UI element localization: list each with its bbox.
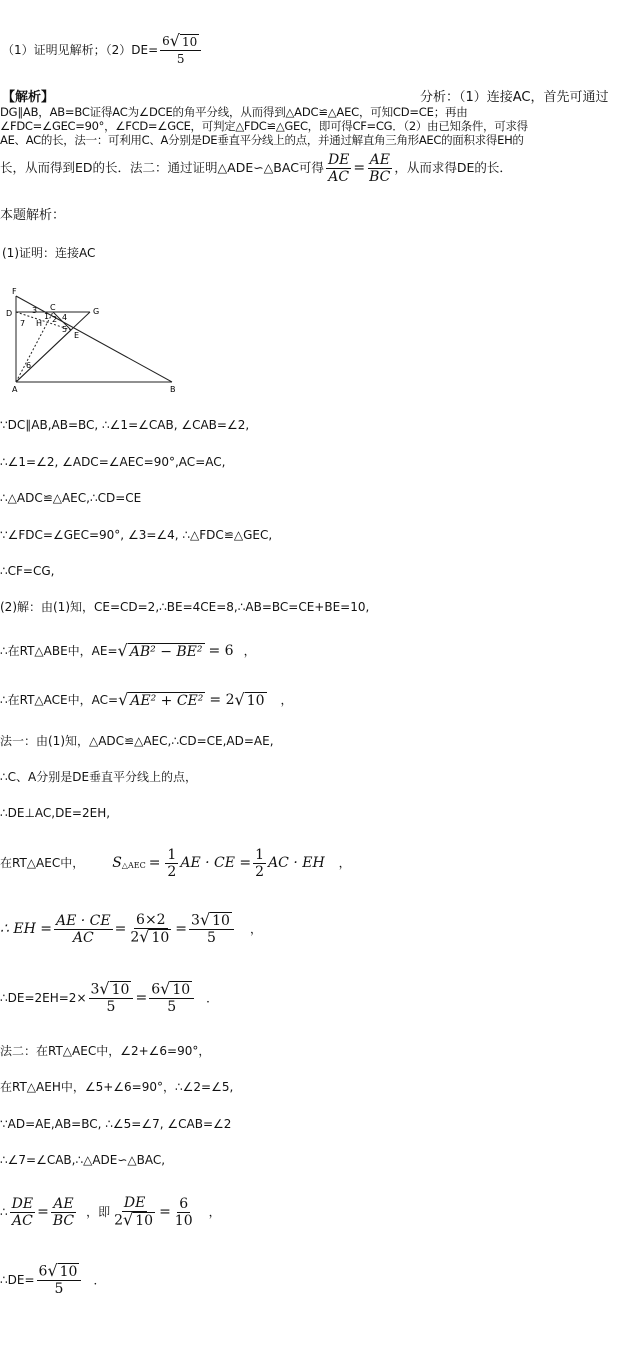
label-b: B [170, 385, 176, 394]
method1-line-2: ∴C、A分别是DE垂直平分线上的点， [0, 770, 198, 784]
part2-line-1: (2)解：由(1)知，CE=CD=2,∴BE=4CE=8,∴AB=BC=CE+BE=10, [0, 600, 370, 614]
angle-5: 5 [62, 325, 68, 334]
analysis-line-2: DG∥AB，AB=BC证得AC为∠DCE的角平分线，从而得到△ADC≌△AEC，可知CD=CE；再由 [0, 105, 468, 119]
label-g: G [93, 307, 100, 316]
segment-ae [16, 330, 71, 382]
part1-title: (1)证明：连接AC [2, 246, 96, 260]
geometry-figure [4, 286, 184, 394]
angle-4: 4 [62, 313, 68, 322]
method2-line-2: 在RT△AEH中，∠5+∠6=90°，∴∠2=∠5, [0, 1080, 234, 1094]
analysis-label: 分析：（1）连接AC，首先可通过 [420, 90, 609, 105]
analysis-heading: 【解析】 [2, 90, 55, 105]
method1-de-line: ∴DE=2EH=2× $\frac{3√ 10}{5}$ = $\frac{6√ 10}{5}$ ． [0, 979, 219, 1015]
angle-1: 1 [44, 312, 50, 321]
answer-line [2, 30, 203, 70]
part1-line-2: ∴∠1=∠2, ∠ADC=∠AEC=90°,AC=AC, [0, 455, 226, 469]
part1-line-5: ∴CF=CG, [0, 564, 55, 578]
method2-ratio-line: ∴ $\frac{DE}{AC}$ = $\frac{AE}{BC}$ ，即 $\frac{DE}{2√ 10}$ = $\frac{6}{10}$ ， [0, 1195, 221, 1229]
angle-3: 3 [32, 306, 38, 315]
part1-line-1: ∵DC∥AB,AB=BC, ∴∠1=∠CAB, ∠CAB=∠2, [0, 418, 250, 432]
label-e: E [74, 331, 80, 340]
part2-line-ae: ∴在RT△ABE中，AE= √ AB² − BE² = 6 ， [0, 640, 256, 660]
analysis-line-5: 长，从而得到ED的长．法二：通过证明△ADE∽△BAC可得 $\frac{DE}{AC}$ = $\frac{AE}{BC}$ ，从而求得DE的长． [0, 151, 512, 185]
label-f: F [12, 287, 17, 296]
part2-line-ac: ∴在RT△ACE中，AC= √ AE² + CE² = 2 √ 10 ， [0, 689, 293, 709]
analysis-line-4: AE、AC的长，法一：可利用C、A分别是DE垂直平分线上的点，并通过解直角三角形AEC的面积求得EH的 [0, 133, 524, 147]
method1-line-3: ∴DE⊥AC,DE=2EH, [0, 806, 111, 820]
part1-line-3: ∴△ADC≌△AEC,∴CD=CE [0, 491, 142, 505]
method2-de-line: ∴DE= $\frac{6√ 10}{5}$ ． [0, 1261, 106, 1297]
method2-line-1: 法二：在RT△AEC中，∠2+∠6=90°， [0, 1044, 211, 1058]
analysis-line-3: ∠FDC=∠GEC=90°，∠FCD=∠GCE，可判定△FDC≌△GEC，即可得CF=CG．（2）由已知条件，可求得 [0, 119, 528, 133]
angle-7: 7 [20, 319, 26, 328]
label-a: A [12, 385, 18, 394]
method2-line-4: ∴∠7=∠CAB,∴△ADE∽△BAC, [0, 1153, 166, 1167]
method1-area-line: 在RT△AEC中， S △AEC = $\frac{1}{2}$ AE · CE = $\frac{1}{2}$ AC · EH ， [0, 846, 351, 880]
answer-prefix: （1）证明见解析；（2）DE= [2, 43, 159, 57]
label-d: D [6, 309, 13, 318]
label-c: C [50, 303, 56, 312]
answer-fraction: $\frac{6√ 10}{5}$ [160, 33, 201, 67]
method1-line-1: 法一：由(1)知，△ADC≌△AEC,∴CD=CE,AD=AE, [0, 734, 274, 748]
label-h: H [36, 319, 43, 328]
angle-2: 2 [52, 315, 58, 324]
method1-eh-line: ∴ EH = $\frac{AE \cdot CE}{AC}$ = $\frac{6\times 2}{2√ 10}$ = $\frac{3√ 10}{5}$ ， [0, 910, 262, 946]
solution-title: 本题解析： [0, 208, 66, 223]
angle-6: 6 [26, 361, 32, 370]
method2-line-3: ∵AD=AE,AB=BC, ∴∠5=∠7, ∠CAB=∠2 [0, 1117, 232, 1131]
part1-line-4: ∵∠FDC=∠GEC=90°, ∠3=∠4, ∴△FDC≌△GEC, [0, 528, 273, 542]
